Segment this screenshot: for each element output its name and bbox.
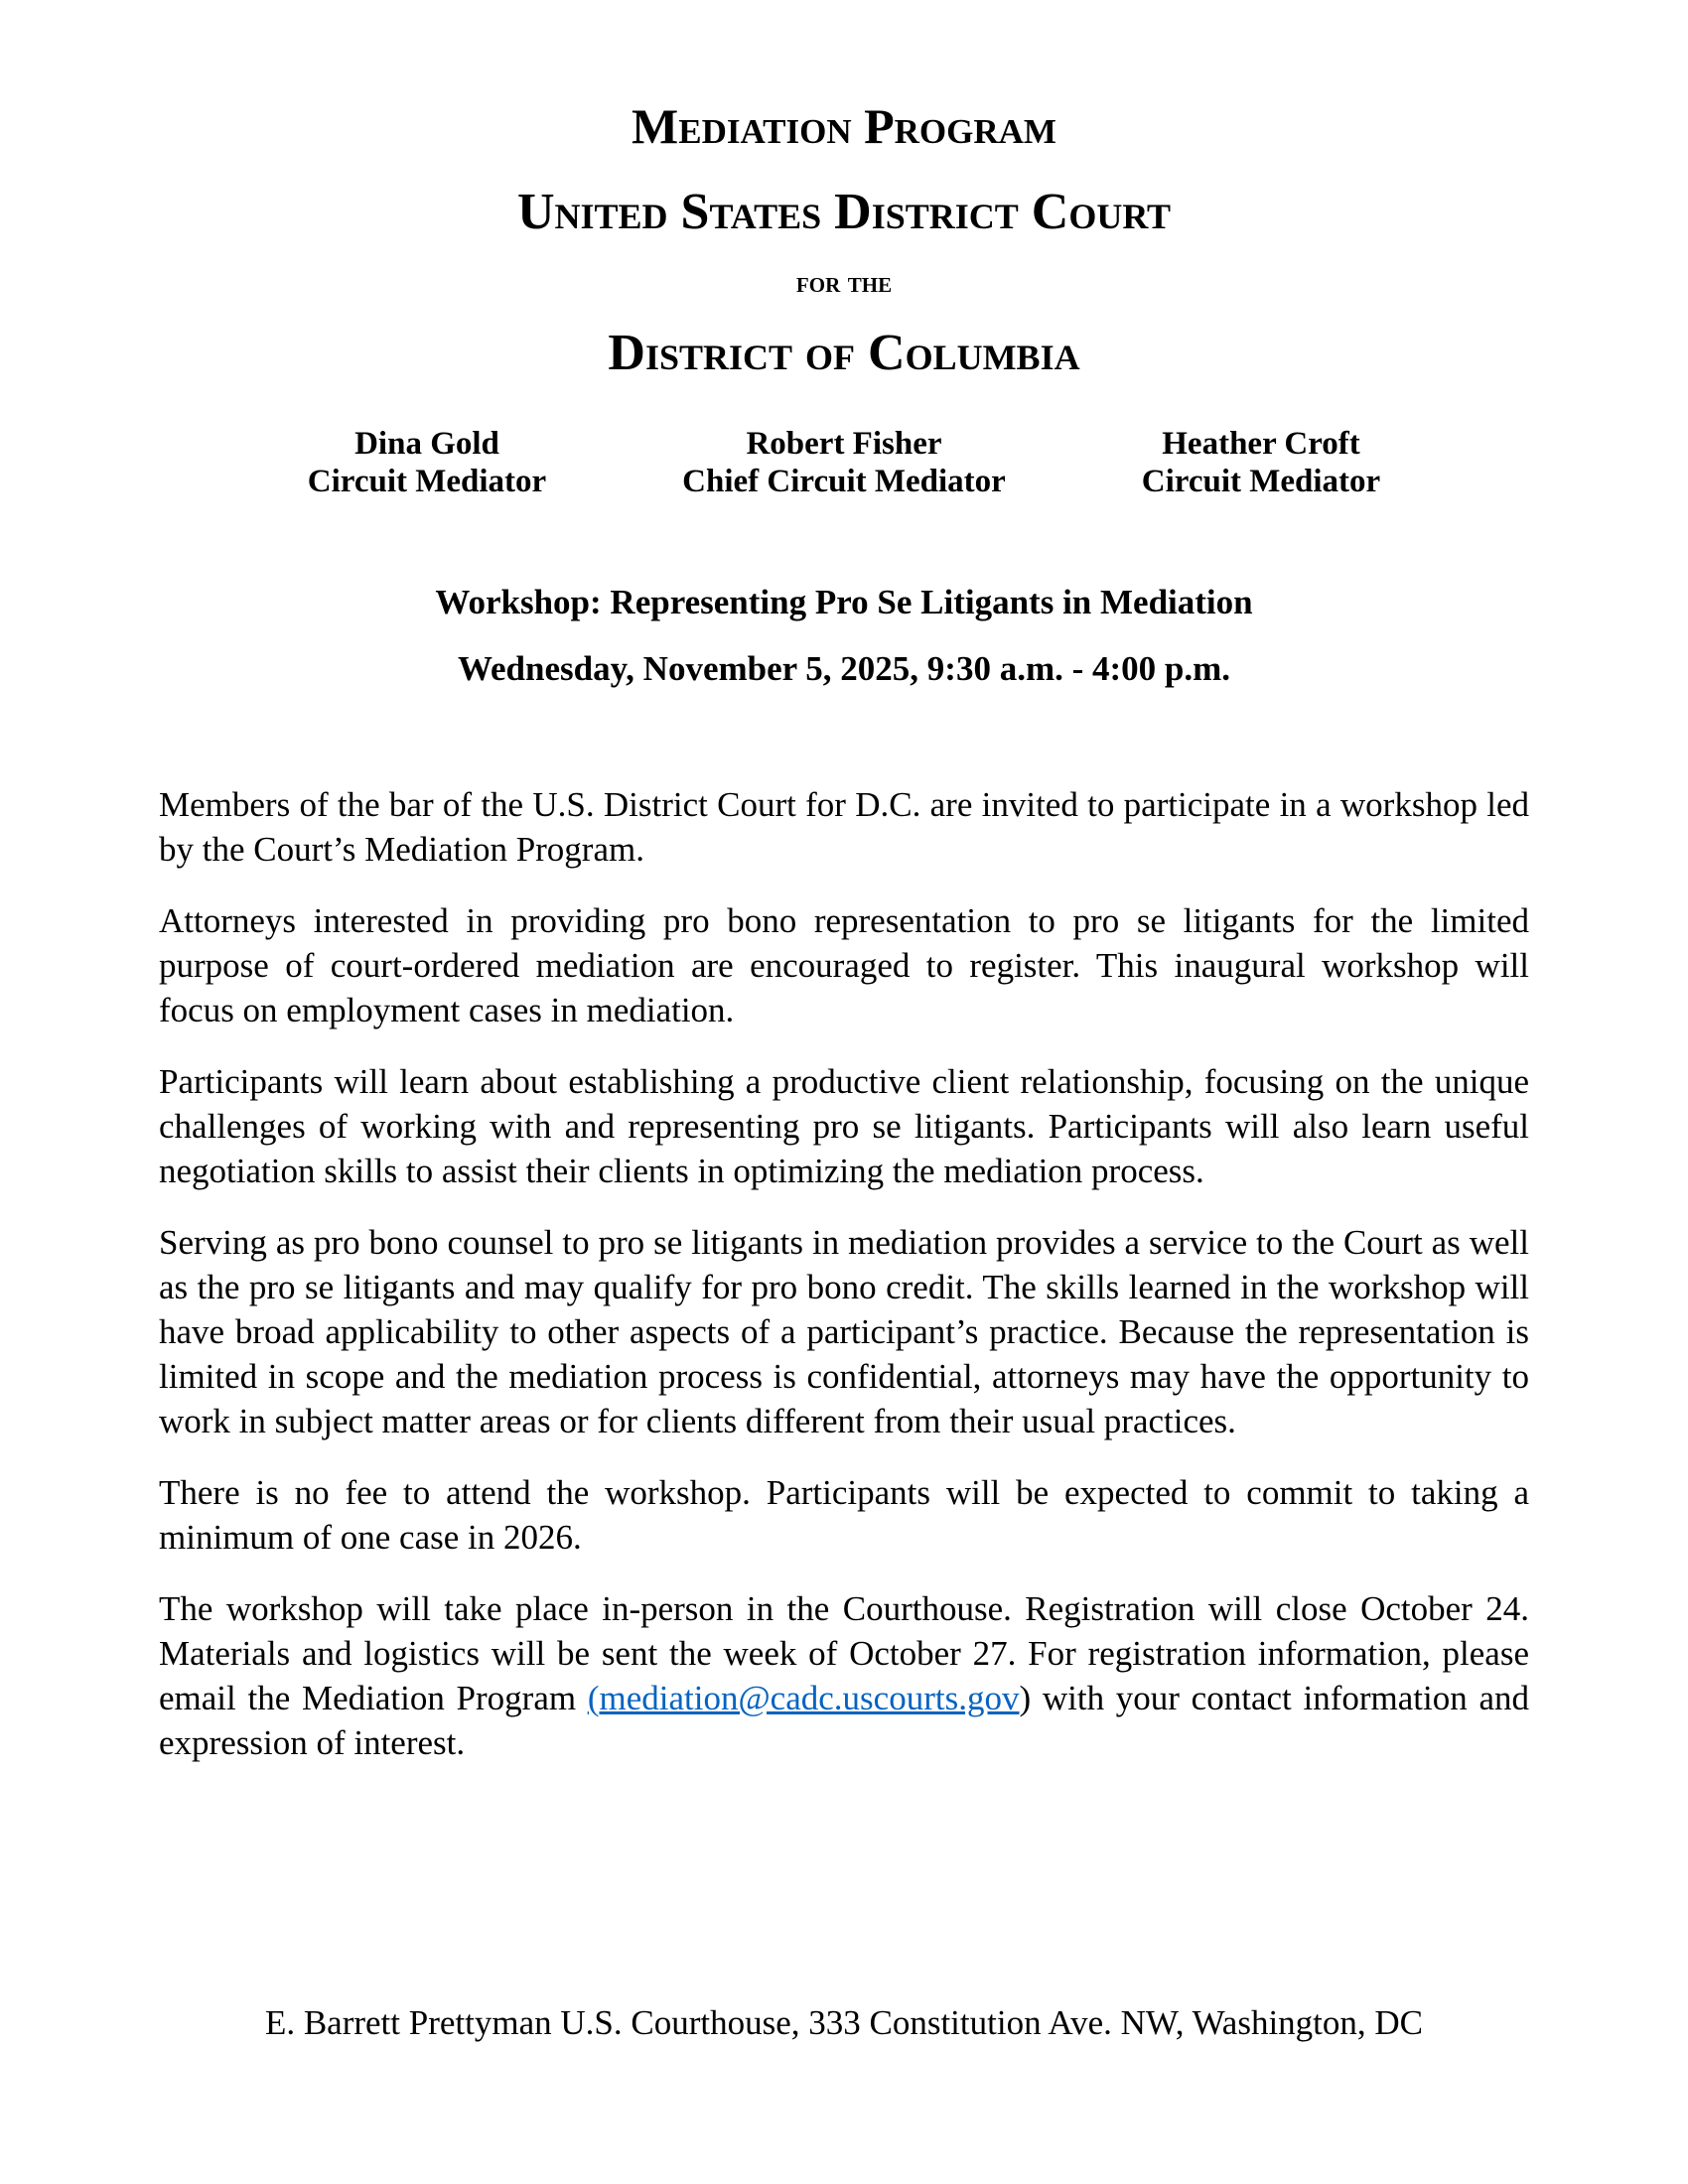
workshop-datetime: Wednesday, November 5, 2025, 9:30 a.m. - 4:00 p.m.: [457, 649, 1231, 689]
mediator-name: Dina Gold: [354, 426, 499, 463]
mediator-name: Robert Fisher: [746, 426, 942, 463]
mediator-entry: [218, 425, 635, 500]
email-link-open-paren: (: [587, 1679, 600, 1718]
letterhead: [159, 99, 1529, 381]
paragraph-pro-bono-registration: Attorneys interested in providing pro bono representation to pro se litigants for the limited purpose of court-ordered mediation are encouraged to register. This inaugural workshop will focus on employment cases in mediation.: [159, 901, 1529, 1030]
courthouse-address: E. Barrett Prettyman U.S. Courthouse, 333 Constitution Ave. NW, Washington, DC: [264, 2003, 1424, 2042]
letterhead-for-the: for the: [795, 266, 893, 300]
mediator-title: Chief Circuit Mediator: [682, 464, 1006, 500]
paragraph-invitation: Members of the bar of the U.S. District Court for D.C. are invited to participate in a workshop led by the Court’s Mediation Program.: [159, 785, 1529, 870]
email-link-address: mediation@cadc.uscourts.gov: [599, 1679, 1020, 1718]
mediator-title: Circuit Mediator: [307, 464, 547, 500]
workshop-title: Workshop: Representing Pro Se Litigants in Mediation: [435, 583, 1253, 622]
workshop-heading: [159, 580, 1529, 691]
letterhead-program-title: Mediation Program: [632, 98, 1056, 154]
mediator-name: Heather Croft: [1162, 426, 1360, 463]
paragraph-registration-info: [159, 1586, 1529, 1765]
paragraph-benefits: Serving as pro bono counsel to pro se litigants in mediation provides a service to the Court as well as the pro se litigants and may qualify for pro bono credit. The skills learned in the workshop will have broad applicability to other aspects of a participant’s practice. Because the representation is limited in scope and the mediation process is confidential, attorneys may have the opportunity to work in subject matter areas or for clients different from their usual practices.: [159, 1223, 1529, 1441]
mediation-email-link[interactable]: [588, 1679, 1020, 1717]
body-text: [159, 782, 1529, 1765]
mediator-title: Circuit Mediator: [1141, 464, 1381, 500]
paragraph-fee-commitment: There is no fee to attend the workshop. Participants will be expected to commit to taking a minimum of one case in 2026.: [159, 1473, 1529, 1558]
letterhead-district-title: District of Columbia: [608, 325, 1080, 382]
mediator-entry: [1053, 425, 1470, 500]
mediator-entry: [635, 425, 1053, 500]
registration-text-after: ) with your contact information and expression of interest.: [159, 1679, 1529, 1763]
registration-text-before: The workshop will take place in-person in the Courthouse. Registration will close October 24. Materials and logistics will be sent the week of October 27. For registration information, please email the Mediation Program: [159, 1589, 1529, 1718]
letterhead-court-title: United States District Court: [516, 184, 1172, 240]
paragraph-learning-objectives: Participants will learn about establishing a productive client relationship, focusing on the unique challenges of working with and representing pro se litigants. Participants will also learn useful negotiation skills to assist their clients in optimizing the mediation process.: [159, 1062, 1529, 1191]
mediator-list: [159, 425, 1529, 500]
